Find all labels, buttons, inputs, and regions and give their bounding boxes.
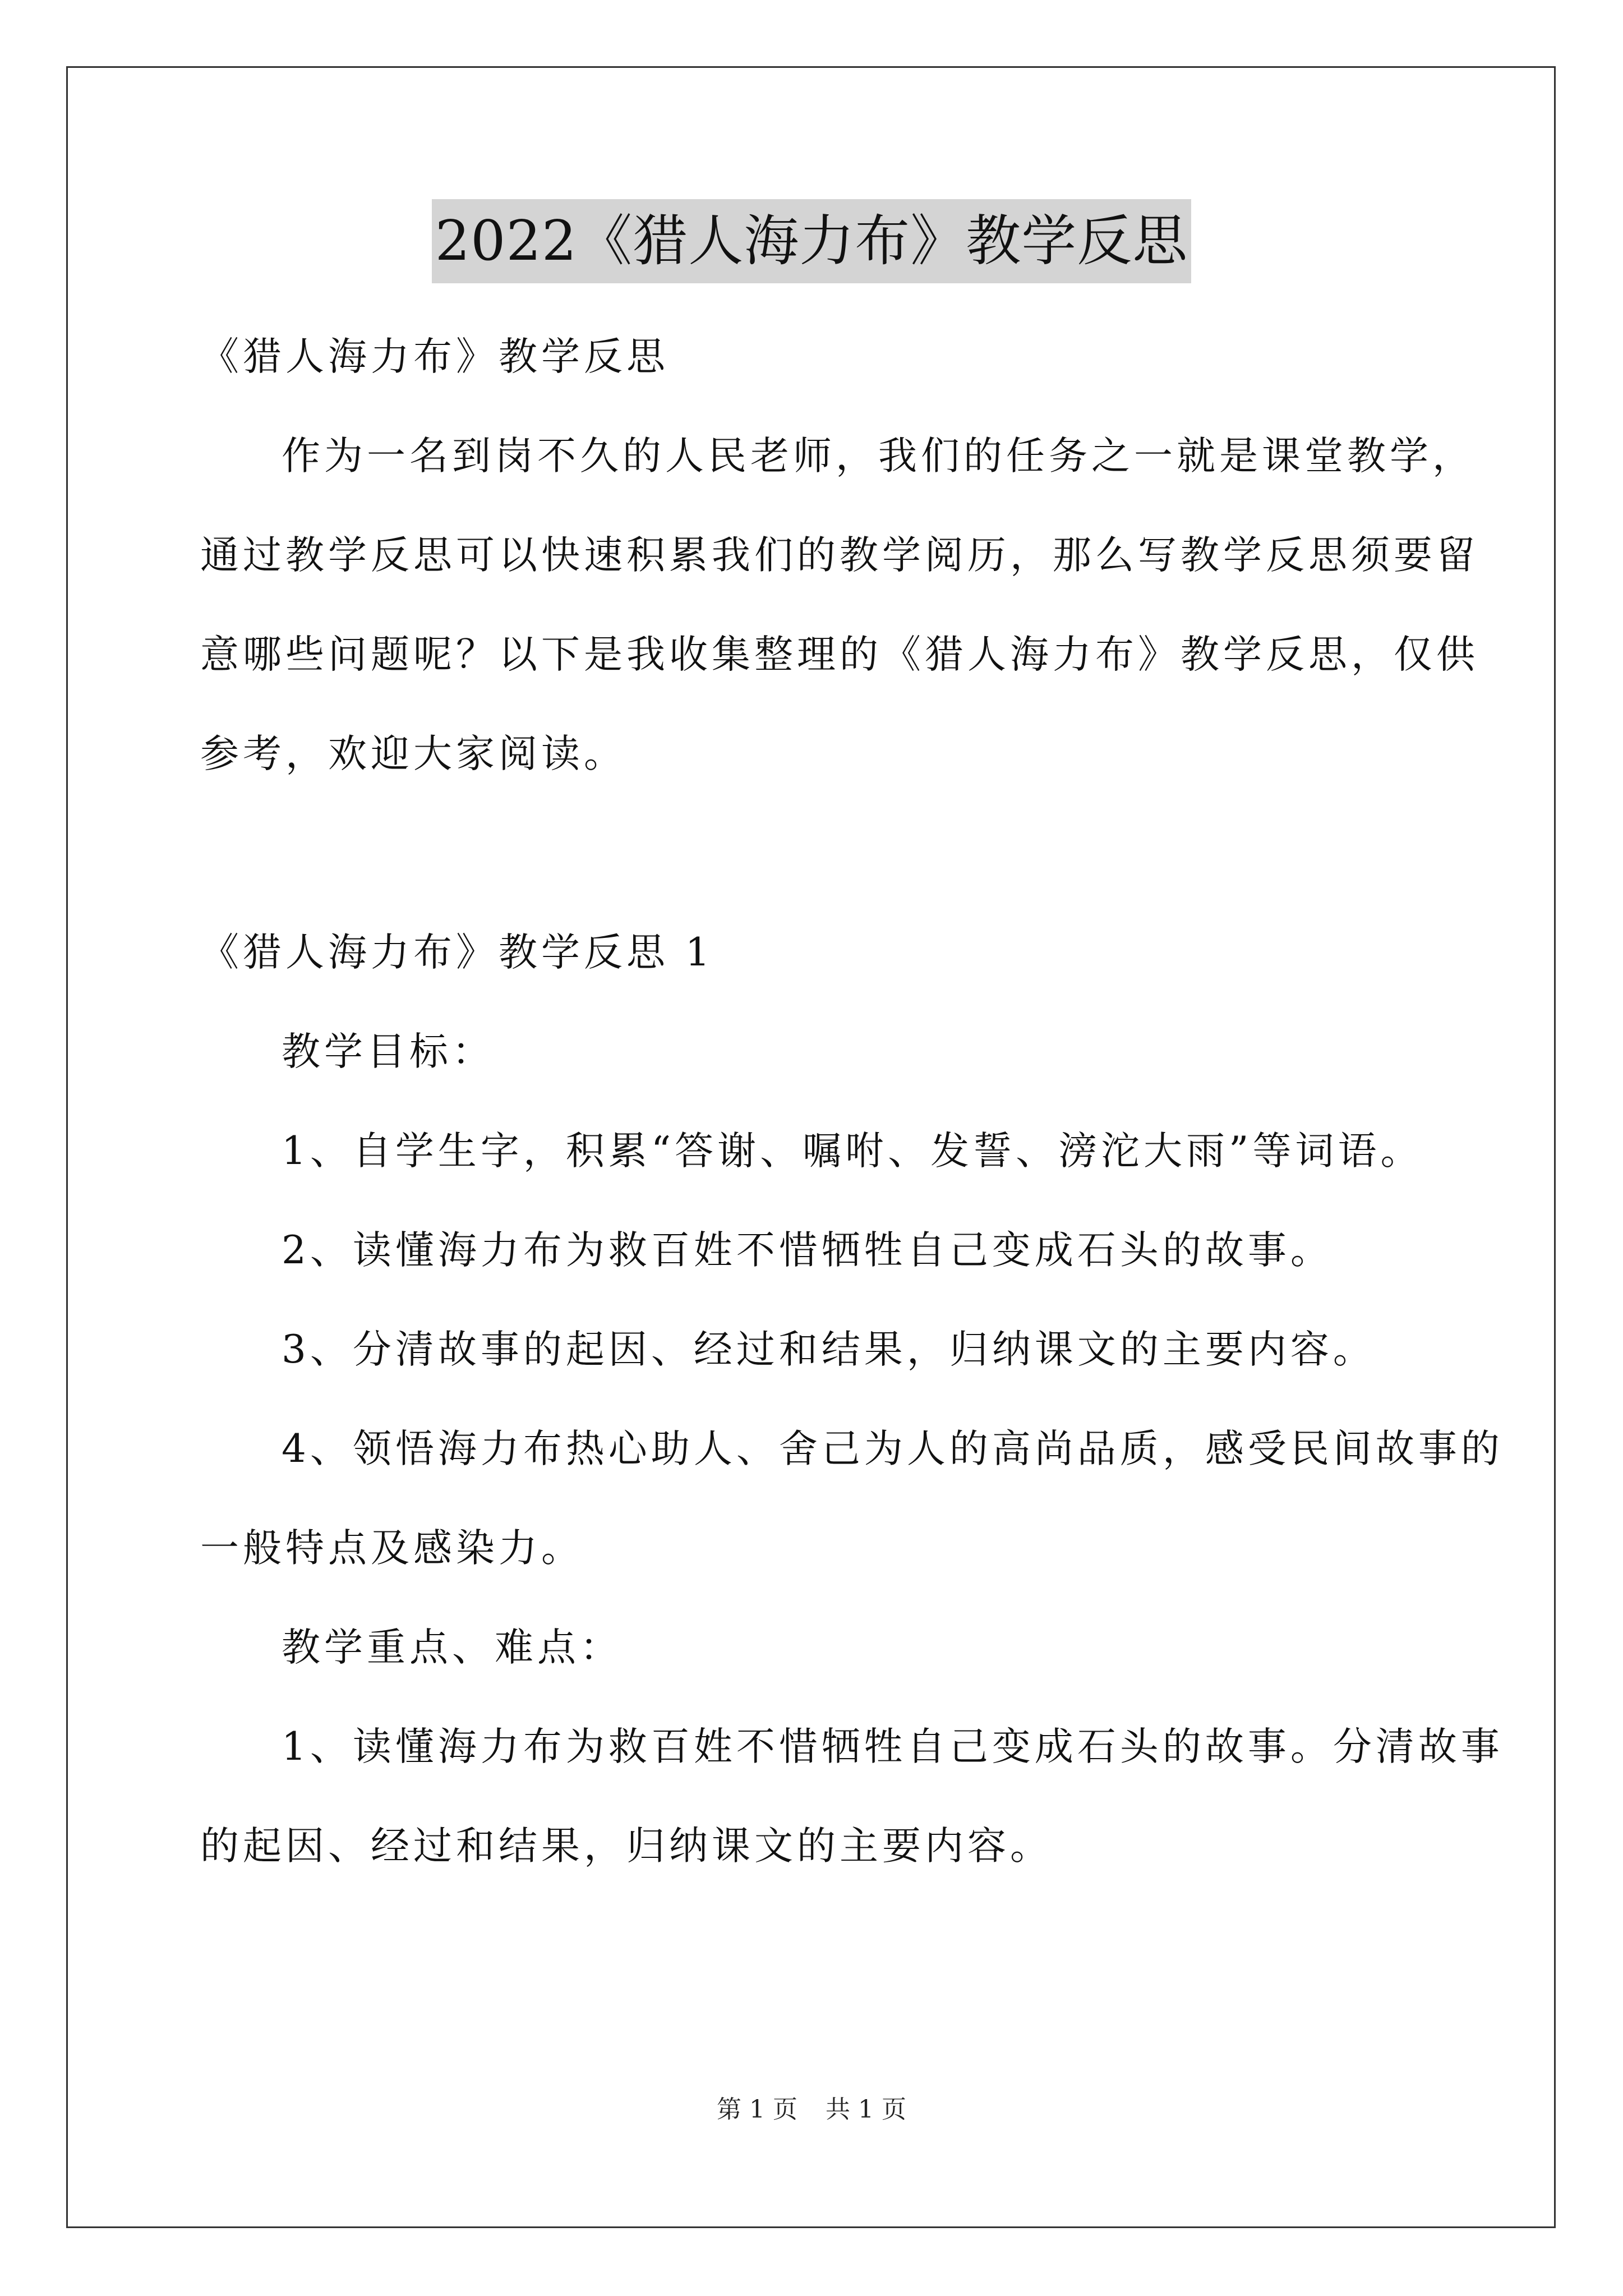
goal-item: 2、读懂海力布为救百姓不惜牺牲自己变成石头的故事。 [282,1228,1333,1273]
section-heading: 《猎人海力布》教学反思 1 [200,930,714,975]
key-points-heading: 教学重点、难点： [282,1625,623,1670]
title-wrap [0,199,1623,283]
spacer [200,804,1434,903]
page-footer [0,2093,1623,2127]
intro-line: 通过教学反思可以快速积累我们的教学阅历，那么写教学反思须要留 [200,533,1479,578]
page-total: 共 1 页 [826,2095,906,2124]
goal-item: 3、分清故事的起因、经过和结果，归纳课文的主要内容。 [282,1327,1376,1372]
intro-line: 意哪些问题呢？以下是我收集整理的《猎人海力布》教学反思，仅供 [200,632,1479,677]
document-title: 2022《猎人海力布》教学反思 [432,199,1191,283]
document-body [200,307,1504,1896]
key-point-item: 1、读懂海力布为救百姓不惜牺牲自己变成石头的故事。分清故事 [282,1724,1504,1769]
page-number: 第 1 页 [717,2095,797,2124]
key-point-item-continued: 的起因、经过和结果，归纳课文的主要内容。 [200,1824,1053,1869]
subtitle: 《猎人海力布》教学反思 [200,334,669,379]
intro-line: 参考，欢迎大家阅读。 [200,731,626,776]
intro-line: 作为一名到岗不久的人民老师，我们的任务之一就是课堂教学， [282,434,1475,478]
goal-item: 1、自学生字，积累“答谢、嘱咐、发誓、滂沱大雨”等词语。 [282,1129,1423,1174]
goals-heading: 教学目标： [282,1029,495,1074]
goal-item: 4、领悟海力布热心助人、舍己为人的高尚品质，感受民间故事的 [282,1427,1504,1471]
goal-item-continued: 一般特点及感染力。 [200,1526,584,1571]
